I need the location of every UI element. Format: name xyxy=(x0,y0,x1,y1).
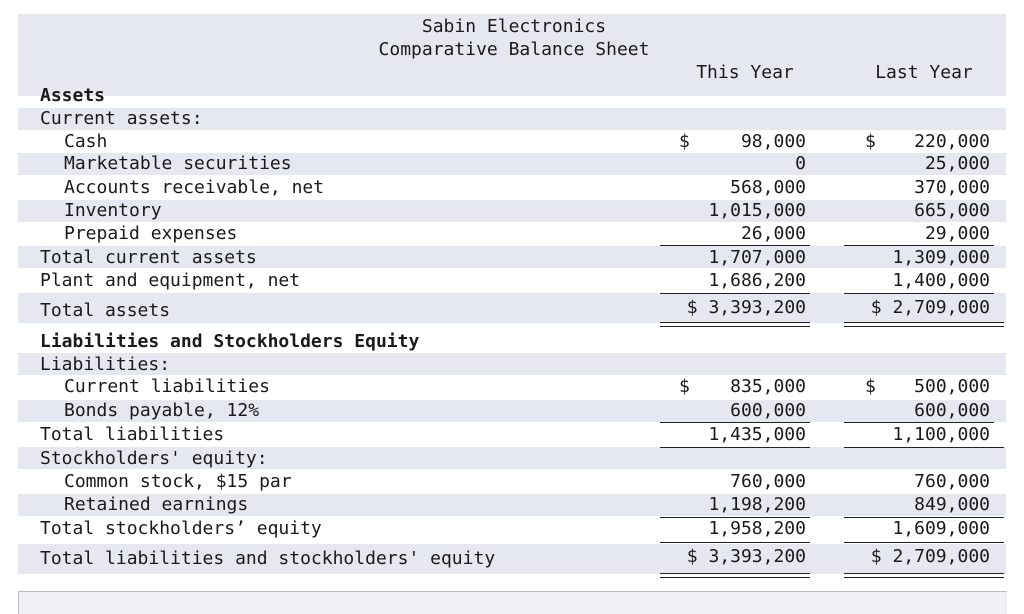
subtotal-rule xyxy=(660,542,810,543)
marketable-securities-this-year: 0 xyxy=(795,153,806,174)
inventory-last-year: 665,000 xyxy=(914,200,990,221)
total-equity-this-year: 1,958,200 xyxy=(708,518,806,539)
prepaid-expenses-last-year: 29,000 xyxy=(924,223,990,244)
assets-heading: Assets xyxy=(40,85,106,106)
total-current-assets-label: Total current assets xyxy=(40,247,257,268)
bonds-payable-label: Bonds payable, 12% xyxy=(64,400,260,421)
retained-earnings-label: Retained earnings xyxy=(64,494,249,515)
total-liabilities-last-year: 1,100,000 xyxy=(892,424,990,445)
cash-this-year: 98,000 xyxy=(740,131,806,152)
total-double-rule xyxy=(844,322,1004,327)
accounts-receivable-this-year: 568,000 xyxy=(730,177,806,198)
plant-equipment-last-year: 1,400,000 xyxy=(892,270,990,291)
column-header-last-year: Last Year xyxy=(875,62,973,83)
current-assets-heading: Current assets: xyxy=(40,108,203,129)
total-assets-last-year: $ 2,709,000 xyxy=(870,297,990,318)
total-equity-last-year: 1,609,000 xyxy=(892,518,990,539)
liabilities-heading: Liabilities: xyxy=(40,354,171,375)
current-liabilities-last-year: 500,000 xyxy=(914,376,990,397)
subtotal-rule xyxy=(844,245,994,246)
plant-equipment-this-year: 1,686,200 xyxy=(708,270,806,291)
prepaid-expenses-this-year: 26,000 xyxy=(740,223,806,244)
marketable-securities-last-year: 25,000 xyxy=(924,153,990,174)
dollar-sign: $ xyxy=(679,376,690,397)
subtotal-rule xyxy=(660,293,810,294)
total-double-rule xyxy=(844,573,1004,578)
balance-sheet xyxy=(18,12,1006,600)
dollar-sign: $ xyxy=(679,131,690,152)
accounts-receivable-label: Accounts receivable, net xyxy=(64,177,325,198)
accounts-receivable-last-year: 370,000 xyxy=(914,177,990,198)
subtotal-rule xyxy=(660,422,810,423)
common-stock-last-year: 760,000 xyxy=(914,471,990,492)
dollar-sign: $ xyxy=(865,131,876,152)
column-header-this-year: This Year xyxy=(696,62,794,83)
inventory-label: Inventory xyxy=(64,200,162,221)
subtotal-rule xyxy=(844,447,1004,448)
plant-equipment-label: Plant and equipment, net xyxy=(40,270,301,291)
subtotal-rule xyxy=(660,245,810,246)
bottom-scroll-region[interactable] xyxy=(18,591,1007,614)
prepaid-expenses-label: Prepaid expenses xyxy=(64,223,238,244)
current-liabilities-this-year: 835,000 xyxy=(730,376,806,397)
subtotal-rule xyxy=(660,447,810,448)
statement-title: Comparative Balance Sheet xyxy=(378,39,650,60)
retained-earnings-this-year: 1,198,200 xyxy=(708,494,806,515)
subtotal-rule xyxy=(844,293,994,294)
grand-total-label: Total liabilities and stockholders' equity xyxy=(40,548,496,569)
retained-earnings-last-year: 849,000 xyxy=(914,494,990,515)
marketable-securities-label: Marketable securities xyxy=(64,153,292,174)
current-liabilities-label: Current liabilities xyxy=(64,376,270,397)
total-liabilities-label: Total liabilities xyxy=(40,424,225,445)
liabilities-equity-heading: Liabilities and Stockholders Equity xyxy=(40,331,420,352)
total-double-rule xyxy=(660,573,810,578)
total-current-assets-this-year: 1,707,000 xyxy=(708,247,806,268)
company-name: Sabin Electronics xyxy=(421,16,607,37)
stockholders-equity-heading: Stockholders' equity: xyxy=(40,448,268,469)
dollar-sign: $ xyxy=(865,376,876,397)
bonds-payable-this-year: 600,000 xyxy=(730,400,806,421)
subtotal-rule xyxy=(844,542,1004,543)
total-assets-label: Total assets xyxy=(40,300,171,321)
total-double-rule xyxy=(660,322,810,327)
total-assets-this-year: $ 3,393,200 xyxy=(686,297,806,318)
total-liabilities-this-year: 1,435,000 xyxy=(708,424,806,445)
cash-label: Cash xyxy=(64,131,108,152)
common-stock-label: Common stock, $15 par xyxy=(64,471,292,492)
inventory-this-year: 1,015,000 xyxy=(708,200,806,221)
subtotal-rule xyxy=(844,422,994,423)
total-current-assets-last-year: 1,309,000 xyxy=(892,247,990,268)
cash-last-year: 220,000 xyxy=(914,131,990,152)
grand-total-last-year: $ 2,709,000 xyxy=(870,546,990,567)
common-stock-this-year: 760,000 xyxy=(730,471,806,492)
total-equity-label: Total stockholders’ equity xyxy=(40,518,322,539)
grand-total-this-year: $ 3,393,200 xyxy=(686,546,806,567)
bonds-payable-last-year: 600,000 xyxy=(914,400,990,421)
